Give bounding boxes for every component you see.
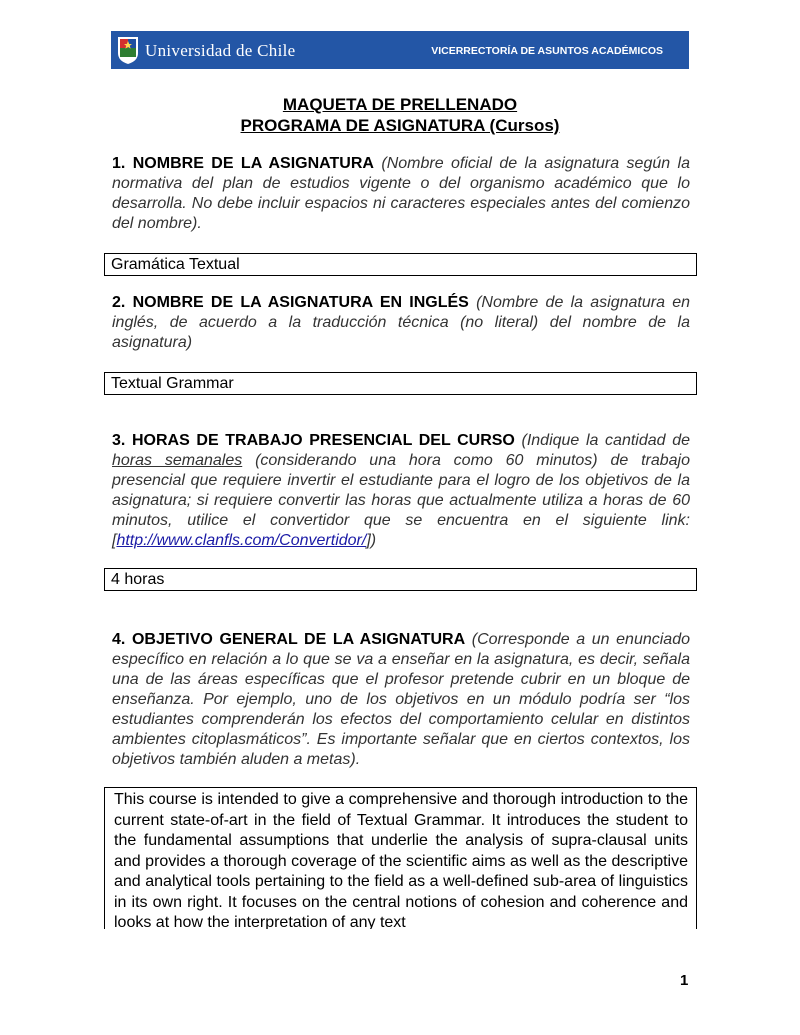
- document-title-line-1: MAQUETA DE PRELLENADO: [282, 95, 518, 114]
- section-1-answer-box[interactable]: [104, 253, 697, 276]
- section-2-heading: [112, 293, 690, 353]
- section-1-number: 1. NOMBRE DE LA ASIGNATURA: [112, 155, 374, 172]
- university-name: Universidad de Chile: [145, 41, 296, 60]
- section-4-answer: This course is intended to give a comprehensive and thorough introduction to the current state-of-art in the field of Textual Grammar. It introduces the student to the fundamental assumptions that underlie the analysis of supra-clausal units and provides a thorough coverage of the scientific aims as well as the descriptive and analytical tools pertaining to the field as a well-defined sub-area of linguistics in its own right. It focuses on the central notions of cohesion and coherence and looks at how the interpretation of any text: [114, 791, 688, 929]
- university-seal-icon: [117, 35, 139, 65]
- section-3-number: 3. HORAS DE TRABAJO PRESENCIAL DEL CURSO: [112, 432, 515, 449]
- page-number: 1: [680, 972, 689, 989]
- section-3-description-post: (considerando una hora como 60 minutos) de trabajo presencial que requiere invertir el estudiante para el logro de los objetivos de la asignatura; si requiere convertir las horas que actualmente utiliza a horas de 60 minutos, utilice el convertidor que se encuentra en el siguiente link: [: [112, 452, 691, 549]
- section-2-number: 2. NOMBRE DE LA ASIGNATURA EN INGLÉS: [112, 294, 469, 311]
- converter-link[interactable]: http://www.clanfls.com/Convertidor/: [116, 532, 367, 549]
- section-4-heading: [112, 630, 690, 770]
- section-2-answer: Textual Grammar: [111, 375, 234, 392]
- section-3-answer: 4 horas: [111, 571, 165, 588]
- section-1-description: (Nombre oficial de la asignatura según la normativa del plan de estudios vigente o del organismo académico que lo desarrolla. No debe incluir espacios ni caracteres especiales antes del comienzo del nombre).: [112, 155, 691, 232]
- header-banner: [111, 31, 689, 69]
- section-2-answer-box[interactable]: [104, 372, 697, 395]
- section-4-number: 4. OBJETIVO GENERAL DE LA ASIGNATURA: [112, 631, 466, 648]
- section-4-answer-box[interactable]: [104, 787, 697, 929]
- office-name: VICERRECTORÍA DE ASUNTOS ACADÉMICOS: [431, 45, 663, 57]
- section-3-answer-box[interactable]: [104, 568, 697, 591]
- section-3-highlight: horas semanales: [112, 452, 243, 469]
- section-3-heading: [112, 431, 690, 551]
- section-3-description-pre: (Indique la cantidad de: [521, 432, 690, 449]
- section-1-heading: [112, 154, 690, 234]
- section-2-description: (Nombre de la asignatura en inglés, de acuerdo a la traducción técnica (no literal) del nombre de la asignatura): [112, 294, 690, 351]
- section-3-description-end: ]): [366, 532, 377, 549]
- document-title-line-2: PROGRAMA DE ASIGNATURA (Cursos): [240, 116, 560, 135]
- section-1-answer: Gramática Textual: [111, 256, 240, 273]
- section-4-description: (Corresponde a un enunciado específico en relación a lo que se va a enseñar en la asignatura, es decir, señala una de las áreas específicas que el profesor pretende cubrir en un bloque de enseñanza. Por ejemplo, uno de los objetivos en un módulo podría ser “los estudiantes comprenderán los efectos del comportamiento celular en distintos ambientes citoplasmáticos”. Es importante señalar que en ciertos contextos, los objetivos también aluden a metas).: [112, 631, 690, 768]
